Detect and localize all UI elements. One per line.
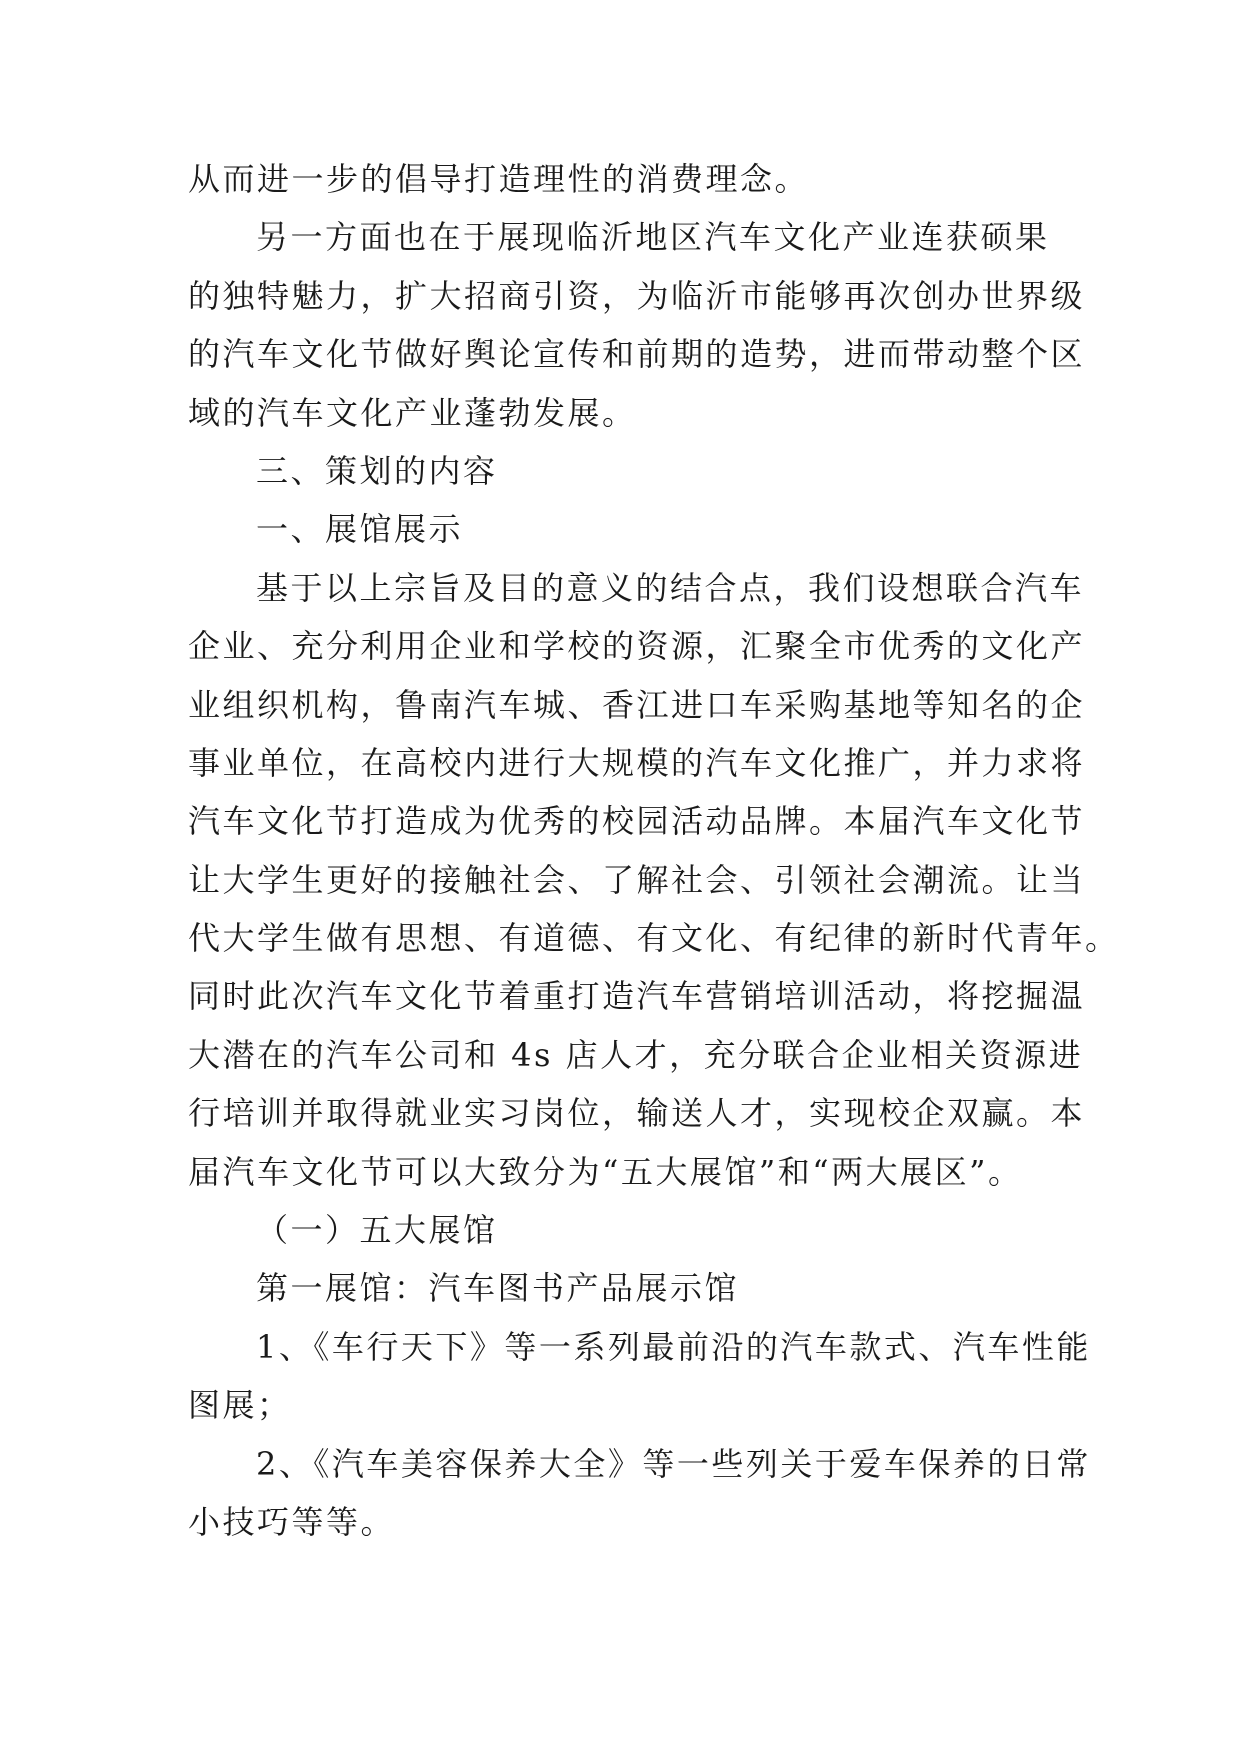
section-heading: 三、策划的内容 — [256, 451, 498, 490]
paragraph-start-line: 另一方面也在于展现临沂地区汽车文化产业连获硕果 — [256, 218, 1050, 257]
document-page — [188, 150, 1120, 1551]
text-line: 汽车文化节打造成为优秀的校园活动品牌。本届汽车文化节 — [188, 802, 1086, 841]
text-line: 从而进一步的倡导打造理性的消费理念。 — [188, 160, 810, 198]
text-line: 域的汽车文化产业蓬勃发展。 — [188, 393, 637, 432]
text-line: 行培训并取得就业实习岗位，输送人才，实现校企双赢。本 — [188, 1094, 1086, 1133]
text-line: 同时此次汽车文化节着重打造汽车营销培训活动，将挖掘温 — [188, 977, 1086, 1016]
text-line: 企业、充分利用企业和学校的资源，汇聚全市优秀的文化产 — [188, 627, 1086, 666]
text-line: 代大学生做有思想、有道德、有文化、有纪律的新时代青年。 — [188, 919, 1120, 958]
text-line: 事业单位，在高校内进行大规模的汽车文化推广，并力求将 — [188, 743, 1086, 782]
text-line: 让大学生更好的接触社会、了解社会、引领社会潮流。让当 — [188, 860, 1086, 899]
text-line: 小技巧等等。 — [188, 1502, 396, 1541]
paragraph-start-line: 基于以上宗旨及目的意义的结合点，我们设想联合汽车 — [256, 568, 1085, 607]
text-line: 的独特魅力，扩大招商引资，为临沂市能够再次创办世界级 — [188, 276, 1086, 315]
hall-heading: 第一展馆：汽车图书产品展示馆 — [256, 1269, 740, 1308]
subsection-heading: （一）五大展馆 — [256, 1211, 498, 1250]
list-item-start-line: 2、《汽车美容保养大全》等一些列关于爱车保养的日常 — [256, 1444, 1091, 1483]
text-line: 图展； — [188, 1386, 292, 1425]
list-item-start-line: 1、《车行天下》等一系列最前沿的汽车款式、汽车性能 — [256, 1327, 1091, 1366]
text-line: 的汽车文化节做好舆论宣传和前期的造势，进而带动整个区 — [188, 335, 1086, 374]
subsection-heading: 一、展馆展示 — [256, 510, 464, 549]
text-line: 届汽车文化节可以大致分为“五大展馆”和“两大展区”。 — [188, 1152, 1023, 1191]
text-line: 业组织机构，鲁南汽车城、香江进口车采购基地等知名的企 — [188, 685, 1086, 724]
text-line: 大潜在的汽车公司和 4s 店人才，充分联合企业相关资源进 — [188, 1035, 1084, 1074]
